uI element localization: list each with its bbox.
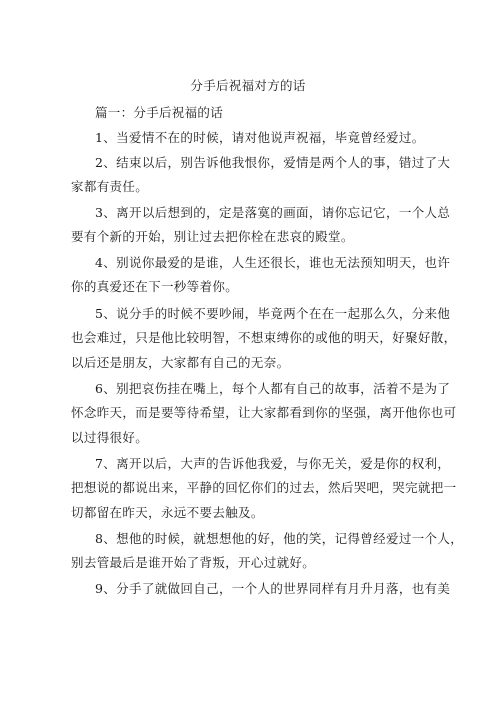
paragraph-1-line-1: 1、当爱情不在的时候，请对他说声祝福，毕竟曾经爱过。 xyxy=(95,130,425,145)
paragraph-7-line-1: 7、离开以后，大声的告诉他我爱，与你无关，爱是你的权利， xyxy=(95,456,451,471)
paragraph-4-line-1: 4、别说你最爱的是谁，人生还很长，谁也无法预知明天，也许 xyxy=(95,255,451,270)
paragraph-8-line-1: 8、想他的时候，就想想他的好，他的笑，记得曾经爱过一个人， xyxy=(95,531,464,546)
paragraph-5-line-2: 也会难过，只是他比较明智，不想束缚你的或他的明天，好聚好散， xyxy=(71,330,457,345)
paragraph-8-line-2: 别去管最后是谁开始了背叛，开心过就好。 xyxy=(71,555,316,570)
document-title: 分手后祝福对方的话 xyxy=(190,78,306,93)
paragraph-4-line-2: 你的真爱还在下一秒等着你。 xyxy=(71,279,239,294)
paragraph-2-line-2: 家都有责任。 xyxy=(71,179,149,194)
paragraph-5-line-1: 5、说分手的时候不要吵闹，毕竟两个在在一起那么久，分来他 xyxy=(95,306,451,321)
paragraph-3-line-2: 要有个新的开始，别让过去把你栓在悲哀的殿堂。 xyxy=(71,229,354,244)
paragraph-3-line-1: 3、离开以后想到的，定是落寞的画面，请你忘记它，一个人总 xyxy=(95,205,451,220)
paragraph-6-line-1: 6、别把哀伤挂在嘴上，每个人都有自己的故事，活着不是为了 xyxy=(95,381,451,396)
section-heading: 篇一：分手后祝福的话 xyxy=(95,105,224,120)
paragraph-6-line-3: 以过得很好。 xyxy=(71,430,149,445)
paragraph-7-line-3: 切都留在昨天，永远不要去触及。 xyxy=(71,505,264,520)
paragraph-9-line-1: 9、分手了就做回自己，一个人的世界同样有月升月落，也有美 xyxy=(95,581,451,596)
paragraph-5-line-3: 以后还是朋友，大家都有自己的无奈。 xyxy=(71,355,290,370)
paragraph-6-line-2: 怀念昨天，而是要等待希望，让大家都看到你的坚强，离开他你也可 xyxy=(71,405,457,420)
paragraph-2-line-1: 2、结束以后，别告诉他我恨你，爱情是两个人的事，错过了大 xyxy=(95,155,451,170)
paragraph-7-line-2: 把想说的都说出来，平静的回忆你们的过去，然后哭吧，哭完就把一 xyxy=(71,480,457,495)
